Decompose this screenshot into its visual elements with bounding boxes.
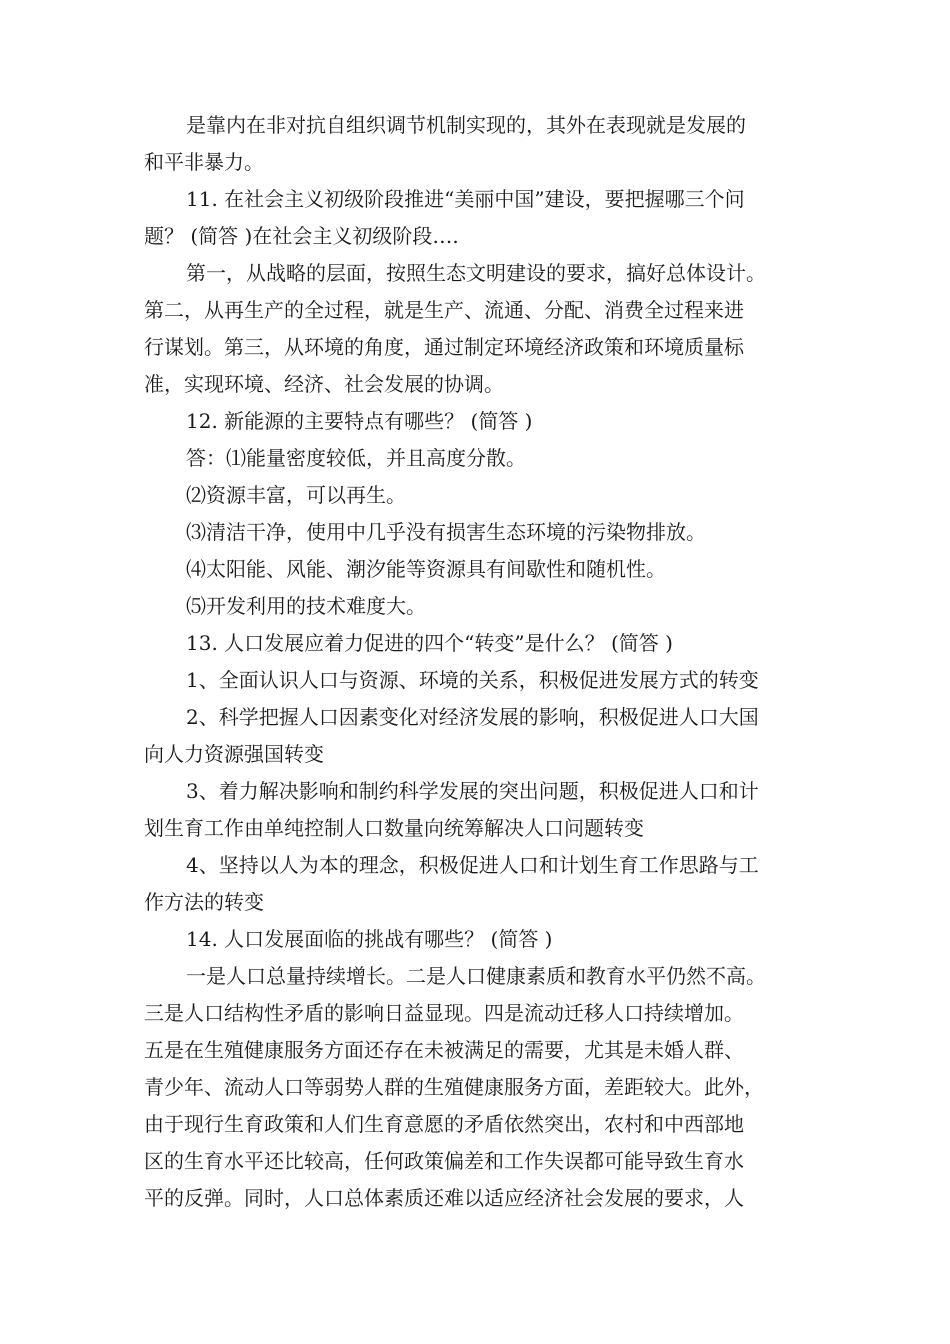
text-line: 2、科学把握人口因素变化对经济发展的影响，积极促进人口大国 (186, 705, 759, 729)
text-line: 一是人口总量持续增长。二是人口健康素质和教育水平仍然不高。 (186, 964, 766, 988)
text-line: 由于现行生育政策和人们生育意愿的矛盾依然突出，农村和中西部地 (144, 1112, 744, 1136)
text-line: 划生育工作由单纯控制人口数量向统筹解决人口问题转变 (144, 816, 644, 840)
text-line: 作方法的转变 (144, 890, 264, 914)
text-line: 三是人口结构性矛盾的影响日益显现。四是流动迁移人口持续增加。 (144, 1001, 744, 1025)
text-line: ⑷太阳能、风能、潮汐能等资源具有间歇性和随机性。 (186, 557, 666, 581)
text-line: 题？ (简答 )在社会主义初级阶段…. (144, 224, 459, 248)
text-line: 第二，从再生产的全过程，就是生产、流通、分配、消费全过程来进 (144, 298, 744, 322)
text-line: 行谋划。第三，从环境的角度，通过制定环境经济政策和环境质量标 (144, 335, 744, 359)
text-line: 是靠内在非对抗自组织调节机制实现的，其外在表现就是发展的 (186, 113, 746, 137)
text-line: 1、全面认识人口与资源、环境的关系，积极促进发展方式的转变 (186, 668, 759, 692)
text-line: 答：⑴能量密度较低，并且高度分散。 (186, 446, 526, 470)
text-line: 平的反弹。同时，人口总体素质还难以适应经济社会发展的要求，人 (144, 1186, 744, 1210)
text-line: ⑸开发利用的技术难度大。 (186, 594, 426, 618)
text-line: 4、坚持以人为本的理念，积极促进人口和计划生育工作思路与工 (186, 853, 759, 877)
text-line: 向人力资源强国转变 (144, 742, 324, 766)
text-line: 五是在生殖健康服务方面还存在未被满足的需要，尤其是未婚人群、 (144, 1038, 744, 1062)
text-line: 14. 人口发展面临的挑战有哪些？ (简答 ) (186, 927, 553, 951)
text-line: 第一，从战略的层面，按照生态文明建设的要求，搞好总体设计。 (186, 261, 766, 285)
text-line: 3、着力解决影响和制约科学发展的突出问题，积极促进人口和计 (186, 779, 759, 803)
text-line: 区的生育水平还比较高，任何政策偏差和工作失误都可能导致生育水 (144, 1149, 744, 1173)
text-line: 13. 人口发展应着力促进的四个“转变”是什么？ (简答 ) (186, 631, 673, 655)
text-line: 11. 在社会主义初级阶段推进“美丽中国”建设，要把握哪三个问 (186, 187, 745, 211)
text-line: 和平非暴力。 (144, 150, 264, 174)
text-line: 12. 新能源的主要特点有哪些？ (简答 ) (186, 409, 533, 433)
text-line: 准，实现环境、经济、社会发展的协调。 (144, 372, 504, 396)
text-line: ⑶清洁干净，使用中几乎没有损害生态环境的污染物排放。 (186, 520, 706, 544)
document-body (144, 107, 814, 1217)
text-line: ⑵资源丰富，可以再生。 (186, 483, 406, 507)
text-line: 青少年、流动人口等弱势人群的生殖健康服务方面，差距较大。此外， (144, 1075, 764, 1099)
